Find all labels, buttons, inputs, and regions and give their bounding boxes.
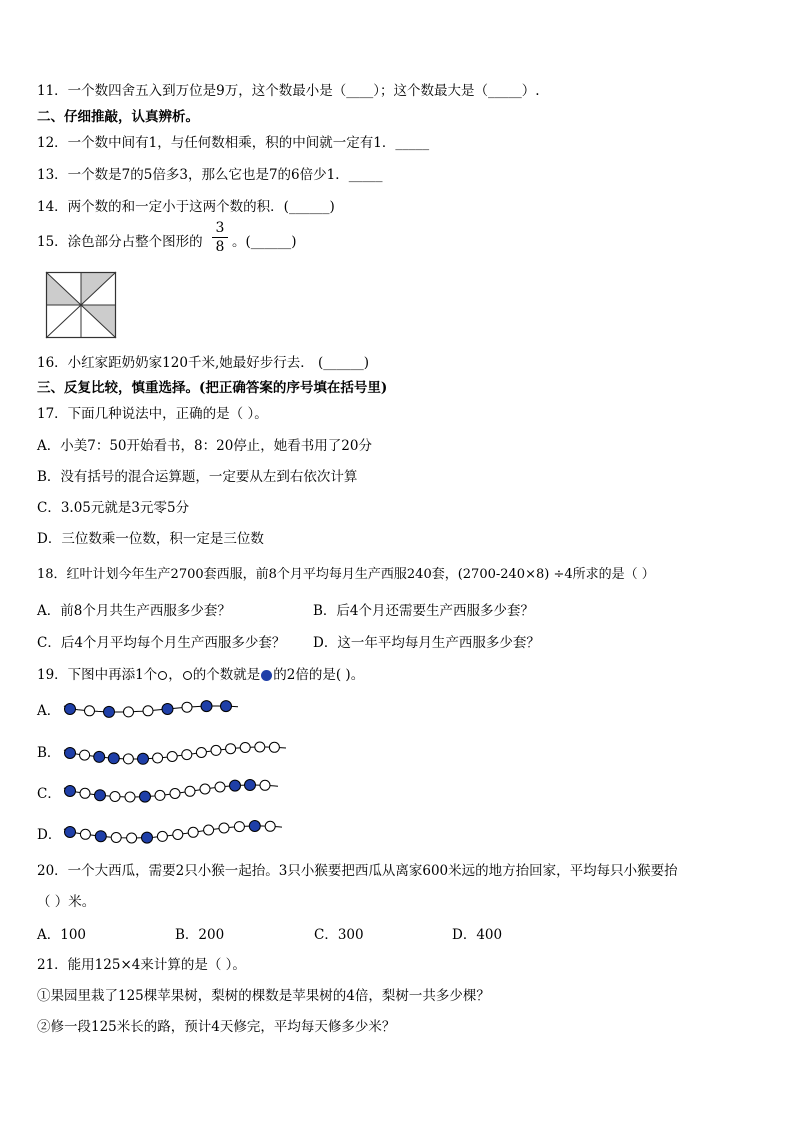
- filled-bead: [104, 706, 115, 717]
- option-17-a: A．小美7：50开始看书，8：20停止，她看书用了20分: [37, 438, 372, 454]
- empty-bead: [153, 753, 163, 763]
- empty-bead: [185, 786, 195, 796]
- question-19: [37, 666, 364, 684]
- bead-string-b: [60, 733, 300, 769]
- option-18-b: B．后4个月还需要生产西服多少套？: [313, 603, 535, 619]
- question-19-text-3: 的个数就是: [192, 667, 261, 683]
- filled-bead: [245, 780, 256, 791]
- filled-bead: [201, 701, 212, 712]
- option-17-c: C．3.05元就是3元零5分: [37, 500, 190, 516]
- empty-bead: [167, 752, 177, 762]
- empty-bead: [80, 788, 90, 798]
- fraction-bar: [212, 237, 228, 238]
- option-20-d: D．400: [452, 927, 503, 943]
- empty-bead: [260, 780, 270, 790]
- empty-bead: [215, 782, 225, 792]
- empty-bead: [182, 750, 192, 760]
- option-21-2: ②修一段125米长的路，预计4天修完，平均每天修多少米？: [37, 1019, 396, 1035]
- question-19-text-4: 的2倍的是( )。: [273, 667, 365, 683]
- filled-bead: [140, 791, 151, 802]
- empty-bead-icon: [183, 671, 192, 680]
- empty-bead: [211, 745, 221, 755]
- empty-bead: [196, 748, 206, 758]
- empty-bead: [127, 833, 137, 843]
- option-18-c: C．后4个月平均每个月生产西服多少套？: [37, 635, 286, 651]
- empty-bead: [124, 707, 134, 717]
- empty-bead: [204, 825, 214, 835]
- option-19-c-label: C．: [37, 786, 61, 802]
- question-21: 21．能用125×4来计算的是（ ）。: [37, 957, 246, 973]
- fraction-numerator: 3: [215, 220, 225, 236]
- option-17-d: D．三位数乘一位数，积一定是三位数: [37, 531, 264, 547]
- empty-bead: [240, 743, 250, 753]
- empty-bead: [111, 833, 121, 843]
- filled-bead: [162, 704, 173, 715]
- empty-bead: [143, 706, 153, 716]
- question-19-text-2: ，: [168, 667, 182, 683]
- filled-bead: [65, 827, 76, 838]
- question-14: 14．两个数的和一定小于这两个数的积．(______): [37, 199, 335, 215]
- empty-bead: [80, 750, 90, 760]
- question-15-suffix: 。(______): [232, 234, 297, 250]
- empty-bead: [269, 742, 279, 752]
- option-19-b-label: B．: [37, 745, 61, 761]
- filled-bead: [142, 832, 153, 843]
- filled-bead: [221, 701, 232, 712]
- bead-string-d: [60, 814, 290, 850]
- empty-bead: [234, 822, 244, 832]
- empty-bead-icon: [158, 671, 167, 680]
- filled-bead: [65, 748, 76, 759]
- option-21-1: ①果园里栽了125棵苹果树，梨树的棵数是苹果树的4倍，梨树一共多少棵？: [37, 988, 490, 1004]
- empty-bead: [265, 821, 275, 831]
- option-18-a: A．前8个月共生产西服多少套？: [37, 603, 231, 619]
- fraction: [212, 220, 228, 255]
- shaded-square-figure: [46, 272, 116, 338]
- bead-string-c: [60, 773, 290, 809]
- section-2-heading: 二、仔细推敲，认真辨析。: [37, 109, 199, 125]
- option-20-a: A．100: [37, 927, 87, 943]
- filled-bead: [65, 786, 76, 797]
- question-20-line-2: （ ）米。: [37, 894, 96, 910]
- option-20-c: C．300: [314, 927, 364, 943]
- filled-bead: [249, 821, 260, 832]
- option-19-a-label: A．: [37, 703, 61, 719]
- question-12: 12．一个数中间有1，与任何数相乘，积的中间就一定有1．_____: [37, 135, 430, 151]
- empty-bead: [170, 789, 180, 799]
- empty-bead: [123, 754, 133, 764]
- question-13: 13．一个数是7的5倍多3，那么它也是7的6倍少1．_____: [37, 167, 383, 183]
- option-18-d: D．这一年平均每月生产西服多少套？: [313, 635, 540, 651]
- option-20-b: B．200: [175, 927, 225, 943]
- filled-bead: [65, 704, 76, 715]
- option-19-d-label: D．: [37, 827, 62, 843]
- empty-bead: [155, 790, 165, 800]
- filled-bead-icon: [261, 670, 272, 681]
- empty-bead: [110, 792, 120, 802]
- empty-bead: [188, 827, 198, 837]
- empty-bead: [200, 784, 210, 794]
- empty-bead: [157, 831, 167, 841]
- empty-bead: [226, 744, 236, 754]
- empty-bead: [85, 706, 95, 716]
- question-18: 18．红叶计划今年生产2700套西服，前8个月平均每月生产西服240套，(2700-240×8) ÷4所求的是（ ）: [37, 567, 655, 582]
- filled-bead: [230, 780, 241, 791]
- question-17: 17．下面几种说法中，正确的是（ ）。: [37, 406, 268, 422]
- empty-bead: [182, 702, 192, 712]
- empty-bead: [173, 830, 183, 840]
- option-17-b: B．没有括号的混合运算题，一定要从左到右依次计算: [37, 469, 358, 485]
- empty-bead: [125, 792, 135, 802]
- empty-bead: [255, 742, 265, 752]
- filled-bead: [95, 790, 106, 801]
- filled-bead: [95, 831, 106, 842]
- filled-bead: [108, 753, 119, 764]
- question-16: 16．小红家距奶奶家120千米,她最好步行去． (______): [37, 355, 370, 371]
- empty-bead: [80, 829, 90, 839]
- empty-bead: [219, 823, 229, 833]
- bead-string-a: [60, 695, 260, 725]
- question-15-prefix: 15．涂色部分占整个图形的: [37, 234, 203, 250]
- filled-bead: [138, 753, 149, 764]
- fraction-denominator: 8: [215, 239, 225, 255]
- question-11: 11．一个数四舍五入到万位是9万，这个数最小是（____）；这个数最大是（_____）.: [37, 83, 540, 99]
- section-3-heading: 三、反复比较，慎重选择。(把正确答案的序号填在括号里): [37, 380, 388, 396]
- question-19-text-1: 19．下图中再添1个: [37, 667, 158, 683]
- filled-bead: [94, 751, 105, 762]
- question-20-line-1: 20．一个大西瓜，需要2只小猴一起抬。3只小猴要把西瓜从离家600米远的地方抬回家，平均每只小猴要抬: [37, 863, 678, 879]
